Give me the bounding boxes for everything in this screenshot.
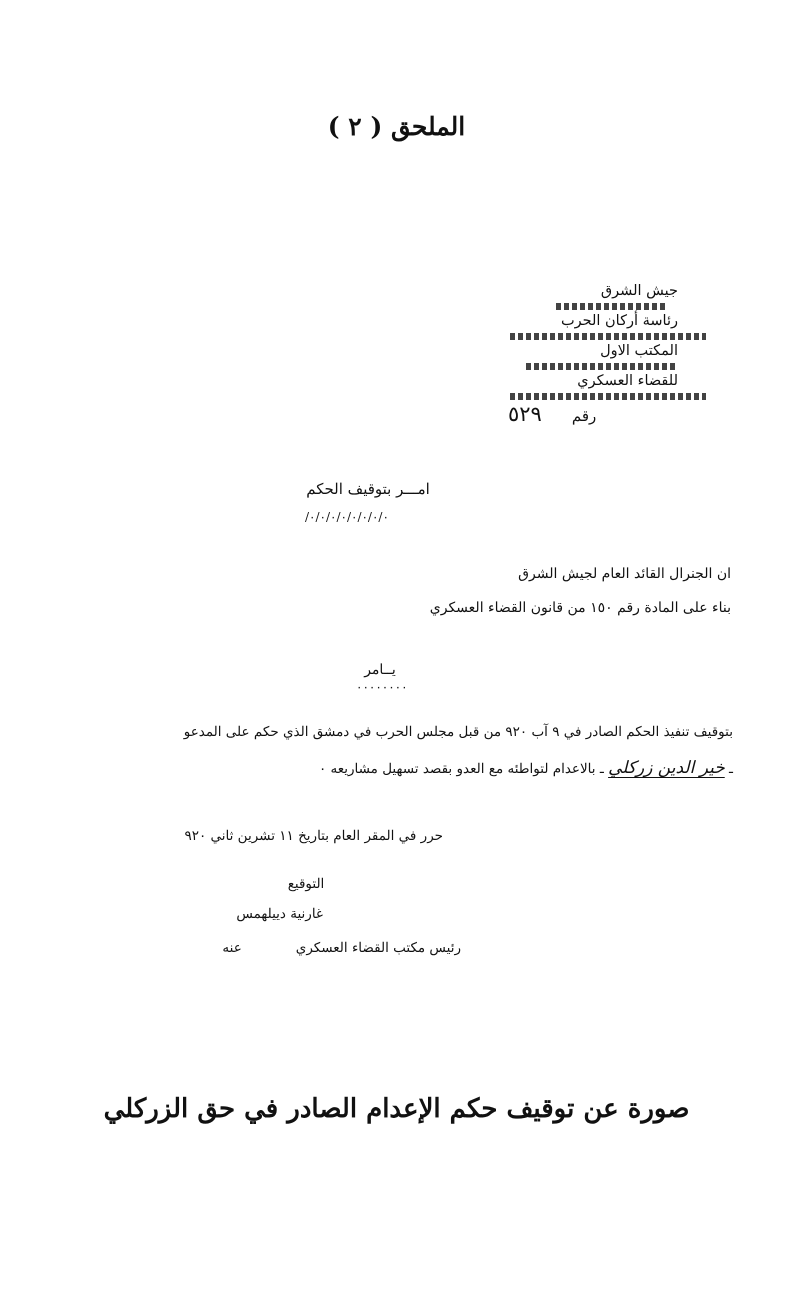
issued-date-line: حرر في المقر العام بتاريخ ١١ تشرين ثاني ٩٢٠	[184, 828, 443, 844]
on-behalf-label: عنه	[222, 940, 242, 956]
letterhead-section: للقضاء العسكري	[577, 373, 678, 389]
letterhead-divider	[510, 393, 706, 400]
handwritten-name: خير الدين زركلي	[608, 758, 725, 778]
order-title: امـــر بتوقيف الحكم	[306, 480, 430, 498]
order-body-line-2-rest: ـ بالاعدام لتواطئه مع العدو بقصد تسهيل مشاريعه ٠	[318, 761, 604, 777]
letterhead-divider	[526, 363, 678, 370]
legal-basis-line: بناء على المادة رقم ١٥٠ من قانون القضاء العسكري	[429, 600, 731, 616]
signatory-name: غارنية دييلهمس	[236, 906, 323, 922]
reference-number: ٥٢٩	[508, 402, 542, 426]
reference-row	[508, 402, 708, 426]
signature-label: التوقيع	[287, 876, 325, 892]
order-body-line-2	[319, 758, 733, 778]
command-word: يــامر	[364, 662, 396, 678]
order-title-dots: /٠/٠/٠/٠/٠/٠/٠/٠	[305, 510, 389, 524]
annex-title: الملحق ( ٢ )	[327, 112, 466, 141]
letterhead	[508, 282, 708, 426]
reference-label: رقم	[571, 407, 597, 425]
command-dots: ٠٠٠٠٠٠٠٠	[356, 680, 408, 694]
signatory-title: رئيس مكتب القضاء العسكري	[295, 940, 461, 956]
letterhead-office: المكتب الاول	[600, 343, 678, 359]
issuer-line: ان الجنرال القائد العام لجيش الشرق	[518, 566, 731, 582]
signatory-title-row	[222, 940, 461, 956]
letterhead-divider	[556, 303, 668, 310]
letterhead-army: جيش الشرق	[600, 283, 678, 299]
letterhead-divider	[510, 333, 706, 340]
document-caption: صورة عن توقيف حكم الإعدام الصادر في حق الزركلي	[103, 1094, 690, 1124]
order-body-line-1: بتوقيف تنفيذ الحكم الصادر في ٩ آب ٩٢٠ من قبل مجلس الحرب في دمشق الذي حكم على المدعو	[183, 724, 733, 740]
letterhead-staff: رئاسة أركان الحرب	[560, 313, 678, 329]
line-dash: ـ	[729, 761, 733, 777]
